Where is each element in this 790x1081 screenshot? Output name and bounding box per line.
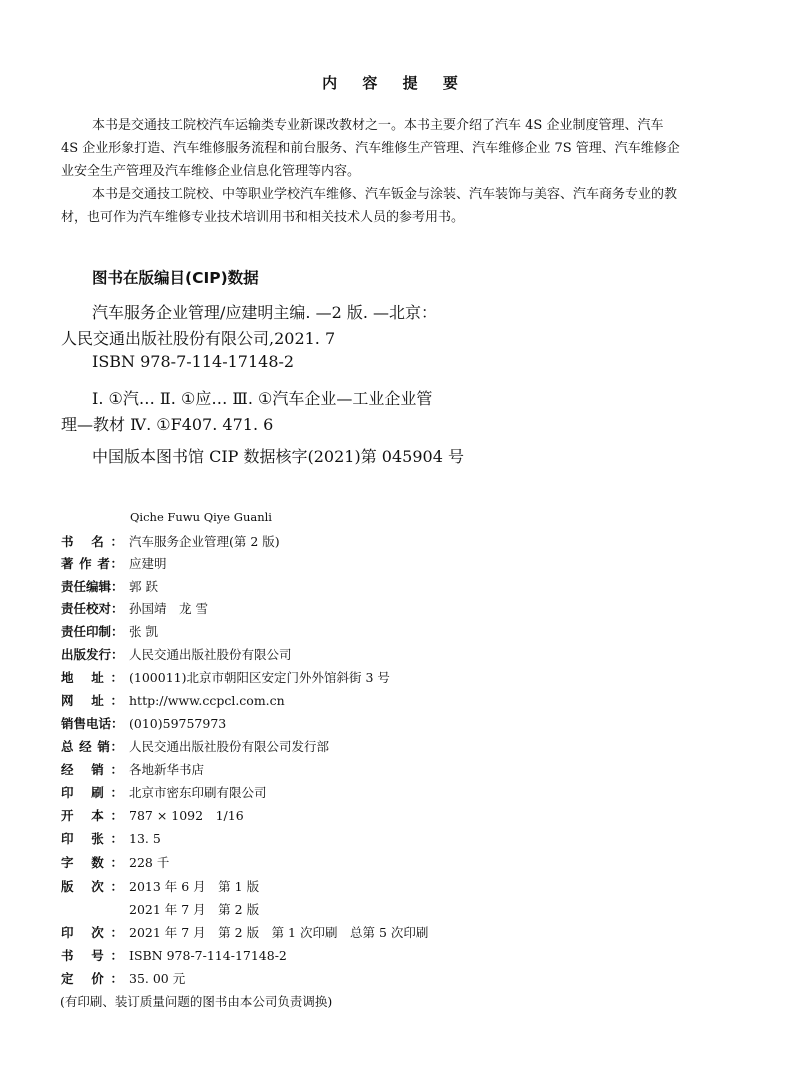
detail-row (61, 599, 208, 617)
detail-value: 孙国靖 龙 雪 (129, 601, 208, 616)
detail-label: 责任编辑： (61, 579, 124, 594)
detail-value: http://www.ccpcl.com.cn (129, 693, 285, 708)
summary-p1-line1: 本书是交通技工院校汽车运输类专业新课改教材之一。本书主要介绍了汽车 4S 企业制度管理、汽车 (92, 118, 664, 133)
cip-record-number: 中国版本图书馆 CIP 数据核字(2021)第 045904 号 (92, 447, 464, 466)
cip-line: 人民交通出版社股份有限公司,2021. 7 (61, 329, 336, 348)
detail-row (61, 532, 280, 550)
detail-label: 印 刷： (61, 785, 123, 800)
summary-p1-line2: 4S 企业形象打造、汽车维修服务流程和前台服务、汽车维修生产管理、汽车维修企业 7S 管理、汽车维修企 (61, 141, 680, 156)
detail-label: 书 号： (61, 948, 123, 963)
detail-row (61, 900, 259, 918)
detail-value: 张 凯 (129, 624, 158, 639)
detail-row (61, 877, 259, 895)
summary-p1-line3: 业安全生产管理及汽车维修企业信息化管理等内容。 (61, 164, 361, 179)
detail-label: 字 数： (61, 855, 123, 870)
detail-value: 汽车服务企业管理(第 2 版) (129, 534, 280, 549)
cip-line: Ⅰ. ①汽… Ⅱ. ①应… Ⅲ. ①汽车企业—工业企业管 (92, 389, 433, 408)
return-policy-note: (有印刷、装订质量问题的图书由本公司负责调换) (60, 994, 333, 1009)
detail-value: 2021 年 7 月 第 2 版 (129, 902, 260, 917)
cip-heading: 图书在版编目(CIP)数据 (92, 269, 259, 287)
detail-label: 经 销： (61, 762, 123, 777)
detail-value: ISBN 978-7-114-17148-2 (129, 948, 287, 963)
detail-value: 787 × 1092 1/16 (129, 808, 244, 823)
detail-value: 郭 跃 (129, 579, 158, 594)
detail-value: 35. 00 元 (129, 971, 186, 986)
detail-label: 网 址： (61, 693, 123, 708)
summary-p2-line2: 材，也可作为汽车维修专业技术培训用书和相关技术人员的参考用书。 (61, 210, 465, 225)
detail-value: (010)59757973 (129, 716, 227, 731)
detail-label: 印 张： (61, 831, 123, 846)
page-title: 内 容 提 要 (322, 74, 468, 92)
detail-row (61, 853, 169, 871)
summary-p2-line1: 本书是交通技工院校、中等职业学校汽车维修、汽车钣金与涂装、汽车装饰与美容、汽车商务专业的教 (92, 187, 678, 202)
detail-value: 人民交通出版社股份有限公司 (129, 647, 292, 662)
detail-row (61, 760, 204, 778)
detail-row (61, 806, 244, 824)
detail-row (61, 691, 285, 709)
detail-label: 地 址： (61, 670, 123, 685)
detail-label: 开 本： (61, 808, 123, 823)
detail-label: 责任印制： (61, 624, 124, 639)
cip-line: 汽车服务企业管理/应建明主编. —2 版. —北京： (92, 303, 438, 322)
detail-row (61, 577, 158, 595)
detail-label: 著 作 者： (61, 556, 123, 571)
detail-row (61, 737, 329, 755)
detail-row (61, 714, 226, 732)
detail-label: 版 次： (61, 879, 123, 894)
detail-row (61, 969, 185, 987)
detail-row (61, 923, 428, 941)
detail-row (61, 946, 287, 964)
cip-isbn: ISBN 978-7-114-17148-2 (92, 352, 295, 371)
detail-value: 各地新华书店 (129, 762, 205, 777)
detail-value: 北京市密东印刷有限公司 (129, 785, 267, 800)
cip-line: 理—教材 Ⅳ. ①F407. 471. 6 (61, 415, 274, 434)
detail-label: 出版发行： (61, 647, 124, 662)
pinyin-title: Qiche Fuwu Qiye Guanli (130, 510, 272, 524)
detail-row (61, 554, 167, 572)
detail-value: 2021 年 7 月 第 2 版 第 1 次印刷 总第 5 次印刷 (129, 925, 429, 940)
detail-label: 销售电话： (61, 716, 124, 731)
detail-row (61, 829, 161, 847)
detail-value: 人民交通出版社股份有限公司发行部 (129, 739, 330, 754)
detail-label: 责任校对： (61, 601, 124, 616)
detail-row (61, 783, 267, 801)
detail-value: 应建明 (129, 556, 167, 571)
detail-value: 2013 年 6 月 第 1 版 (129, 879, 260, 894)
detail-value: 13. 5 (129, 831, 161, 846)
detail-label: 印 次： (61, 925, 123, 940)
detail-row (61, 645, 292, 663)
detail-value: (100011)北京市朝阳区安定门外外馆斜街 3 号 (129, 670, 390, 685)
detail-row (61, 622, 158, 640)
detail-label: 书 名： (61, 534, 123, 549)
detail-label: 总 经 销： (61, 739, 123, 754)
detail-row (61, 668, 390, 686)
detail-label: 定 价： (61, 971, 123, 986)
detail-value: 228 千 (129, 855, 170, 870)
